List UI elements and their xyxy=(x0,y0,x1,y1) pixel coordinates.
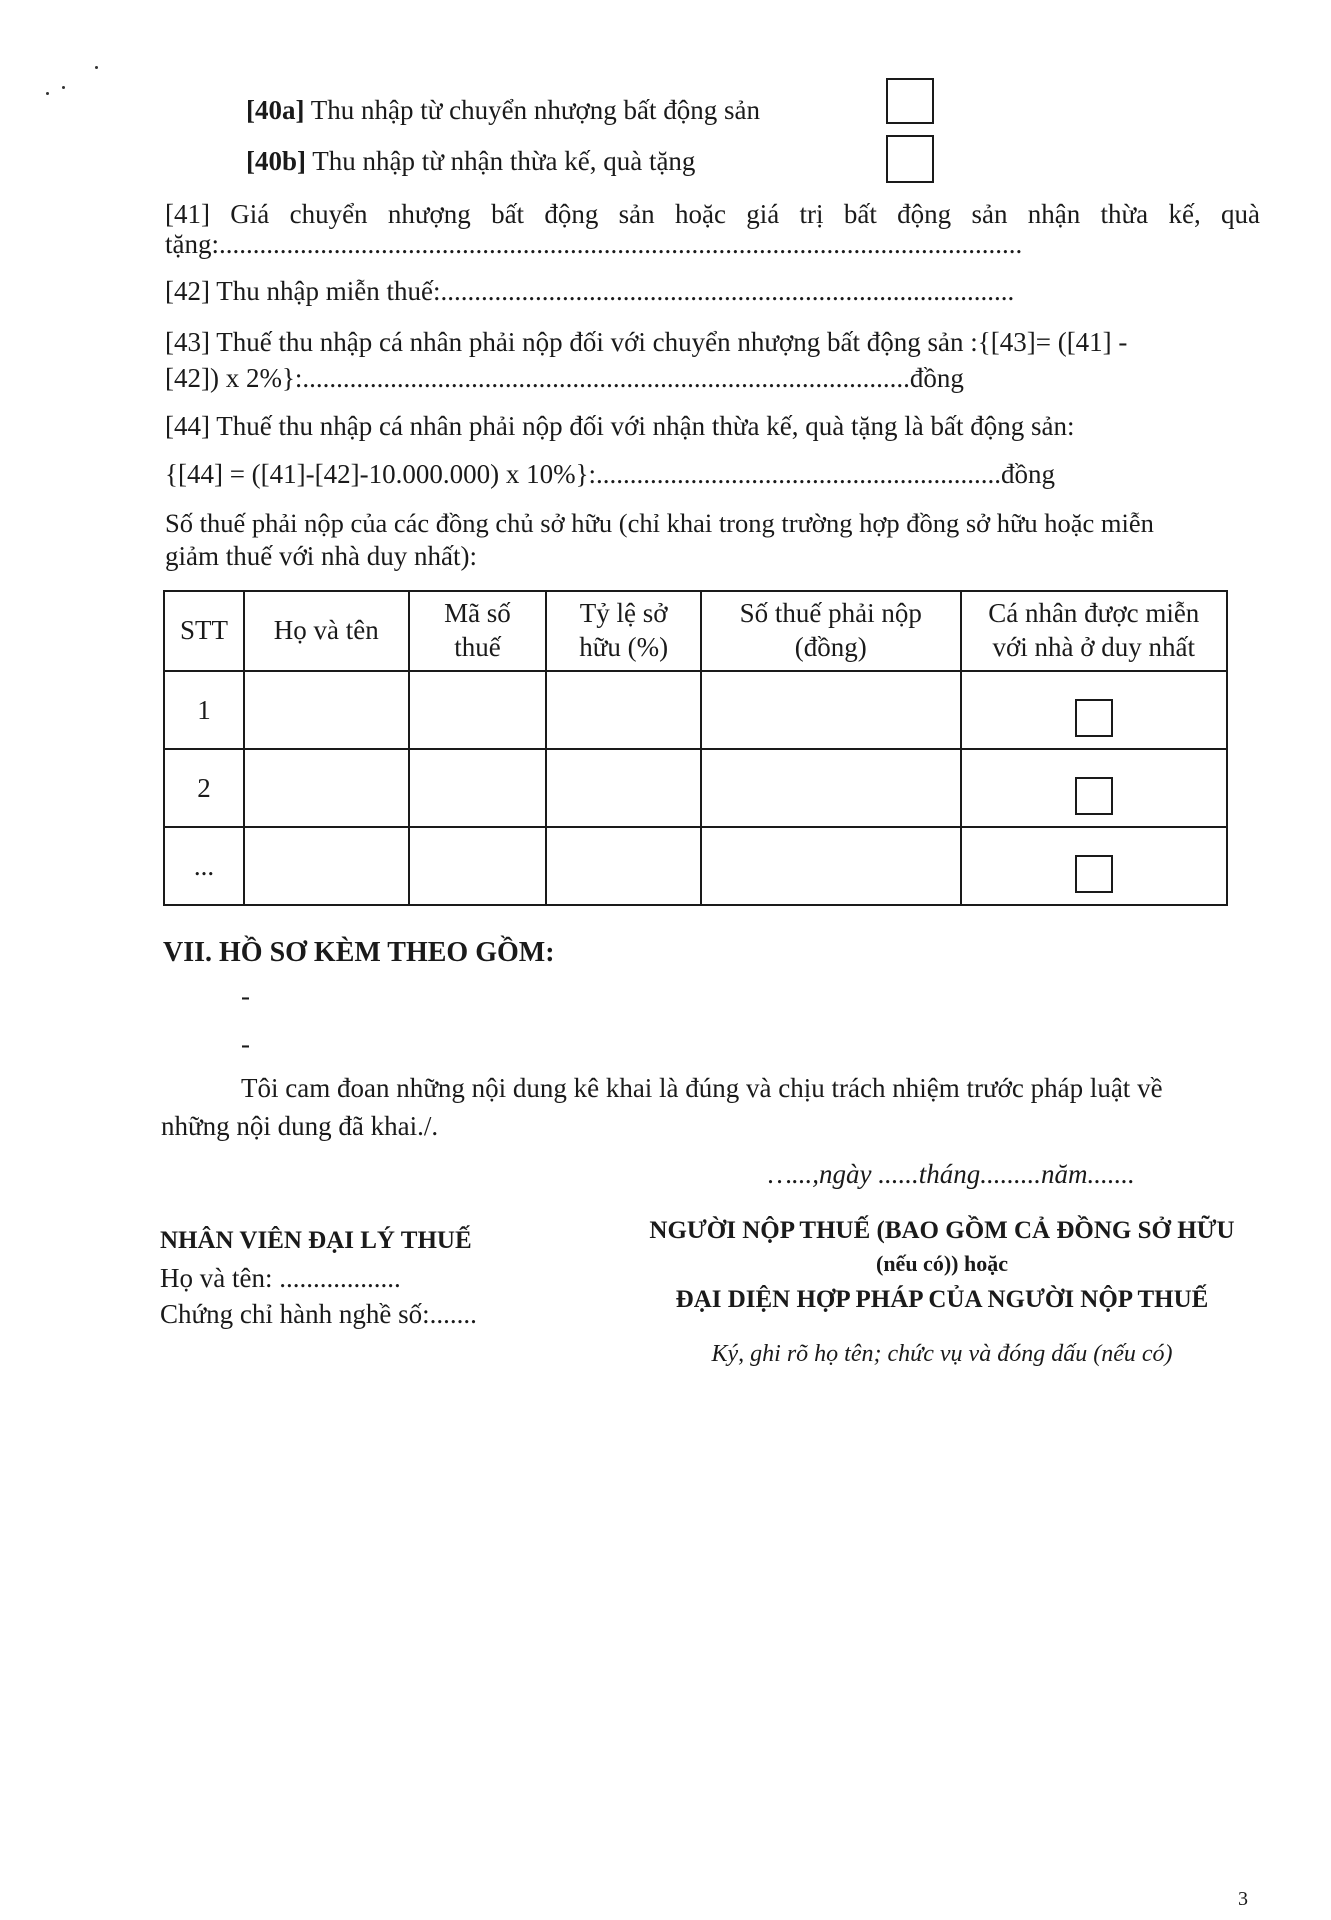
coowner-table xyxy=(163,590,1228,906)
item-40b-code: [40b] xyxy=(246,146,306,176)
cell-tax-code[interactable] xyxy=(409,671,547,749)
cell-name[interactable] xyxy=(244,671,409,749)
taxpayer-title-line2: (nếu có)) hoặc xyxy=(876,1251,1008,1276)
scan-speck xyxy=(62,86,65,89)
item-43-line2: [42]) x 2%}:..........................................................................................đồng xyxy=(165,363,964,393)
item-40a-code: [40a] xyxy=(246,95,305,125)
col-header-name: Họ và tên xyxy=(244,591,409,671)
cell-tax-payable[interactable] xyxy=(701,827,961,905)
cell-exempt xyxy=(961,749,1227,827)
table-row xyxy=(164,749,1227,827)
item-40b xyxy=(246,145,695,177)
item-41-line2: tặng:....................................................................................................................... xyxy=(165,229,1023,259)
scan-speck xyxy=(95,66,98,69)
agent-name-line: Họ và tên: .................. xyxy=(160,1263,401,1293)
date-line: …...,ngày ......tháng.........năm....... xyxy=(768,1159,1135,1189)
checkbox-40b[interactable] xyxy=(886,135,934,183)
cell-tax-code[interactable] xyxy=(409,827,547,905)
agent-cert-line: Chứng chỉ hành nghề số:....... xyxy=(160,1299,477,1329)
item-44-line2: {[44] = ([41]-[42]-10.000.000) x 10%}:............................................................đồng xyxy=(165,459,1056,489)
cell-stt: 2 xyxy=(164,749,244,827)
section-7-heading: VII. HỒ SƠ KÈM THEO GỒM: xyxy=(163,937,555,968)
cell-name[interactable] xyxy=(244,827,409,905)
page-number: 3 xyxy=(1238,1888,1248,1910)
item-43-line1: [43] Thuế thu nhập cá nhân phải nộp đối với chuyển nhượng bất động sản :{[43]= ([41] - xyxy=(165,327,1128,357)
signature-note: Ký, ghi rõ họ tên; chức vụ và đóng dấu (nếu có) xyxy=(711,1341,1173,1367)
table-header-row xyxy=(164,591,1227,671)
cell-stt: ... xyxy=(164,827,244,905)
taxpayer-title-line1: NGƯỜI NỘP THUẾ (BAO GỒM CẢ ĐỒNG SỞ HỮU xyxy=(649,1217,1235,1244)
cell-tax-code[interactable] xyxy=(409,749,547,827)
table-row xyxy=(164,827,1227,905)
item-41-line1: [41] Giá chuyển nhượng bất động sản hoặc giá trị bất động sản nhận thừa kế, quà xyxy=(165,199,1260,229)
commitment-line1: Tôi cam đoan những nội dung kê khai là đúng và chịu trách nhiệm trước pháp luật về xyxy=(241,1073,1163,1103)
cell-tax-payable[interactable] xyxy=(701,671,961,749)
cell-exempt xyxy=(961,827,1227,905)
col-header-tax-payable: Số thuế phải nộp (đồng) xyxy=(701,591,961,671)
commitment-line2: những nội dung đã khai./. xyxy=(161,1111,439,1141)
col-header-stt: STT xyxy=(164,591,244,671)
col-header-ownership-ratio: Tỷ lệ sở hữu (%) xyxy=(546,591,701,671)
scan-speck xyxy=(46,92,49,95)
col-header-exempt: Cá nhân được miễn với nhà ở duy nhất xyxy=(961,591,1227,671)
cell-name[interactable] xyxy=(244,749,409,827)
cell-exempt xyxy=(961,671,1227,749)
checkbox-40a[interactable] xyxy=(886,78,934,124)
cell-tax-payable[interactable] xyxy=(701,749,961,827)
exempt-checkbox[interactable] xyxy=(1075,855,1113,893)
attachment-dash-2: - xyxy=(241,1029,250,1059)
item-40a xyxy=(246,94,760,126)
exempt-checkbox[interactable] xyxy=(1075,699,1113,737)
item-44-line1: [44] Thuế thu nhập cá nhân phải nộp đối với nhận thừa kế, quà tặng là bất động sản: xyxy=(165,411,1075,441)
coowner-text-line1: Số thuế phải nộp của các đồng chủ sở hữu (chỉ khai trong trường hợp đồng sở hữu hoặc miễn xyxy=(165,508,1154,538)
cell-ownership-ratio[interactable] xyxy=(546,749,701,827)
cell-ownership-ratio[interactable] xyxy=(546,827,701,905)
col-header-tax-code: Mã số thuế xyxy=(409,591,547,671)
cell-stt: 1 xyxy=(164,671,244,749)
table-row xyxy=(164,671,1227,749)
cell-ownership-ratio[interactable] xyxy=(546,671,701,749)
agent-title: NHÂN VIÊN ĐẠI LÝ THUẾ xyxy=(160,1227,472,1254)
taxpayer-title-line3: ĐẠI DIỆN HỢP PHÁP CỦA NGƯỜI NỘP THUẾ xyxy=(675,1286,1209,1313)
attachment-dash-1: - xyxy=(241,981,250,1011)
exempt-checkbox[interactable] xyxy=(1075,777,1113,815)
item-40b-text: Thu nhập từ nhận thừa kế, quà tặng xyxy=(312,146,696,176)
item-42: [42] Thu nhập miễn thuế:..................................................................................... xyxy=(165,276,1015,306)
item-40a-text: Thu nhập từ chuyển nhượng bất động sản xyxy=(310,95,760,125)
coowner-text-line2: giảm thuế với nhà duy nhất): xyxy=(165,541,477,571)
